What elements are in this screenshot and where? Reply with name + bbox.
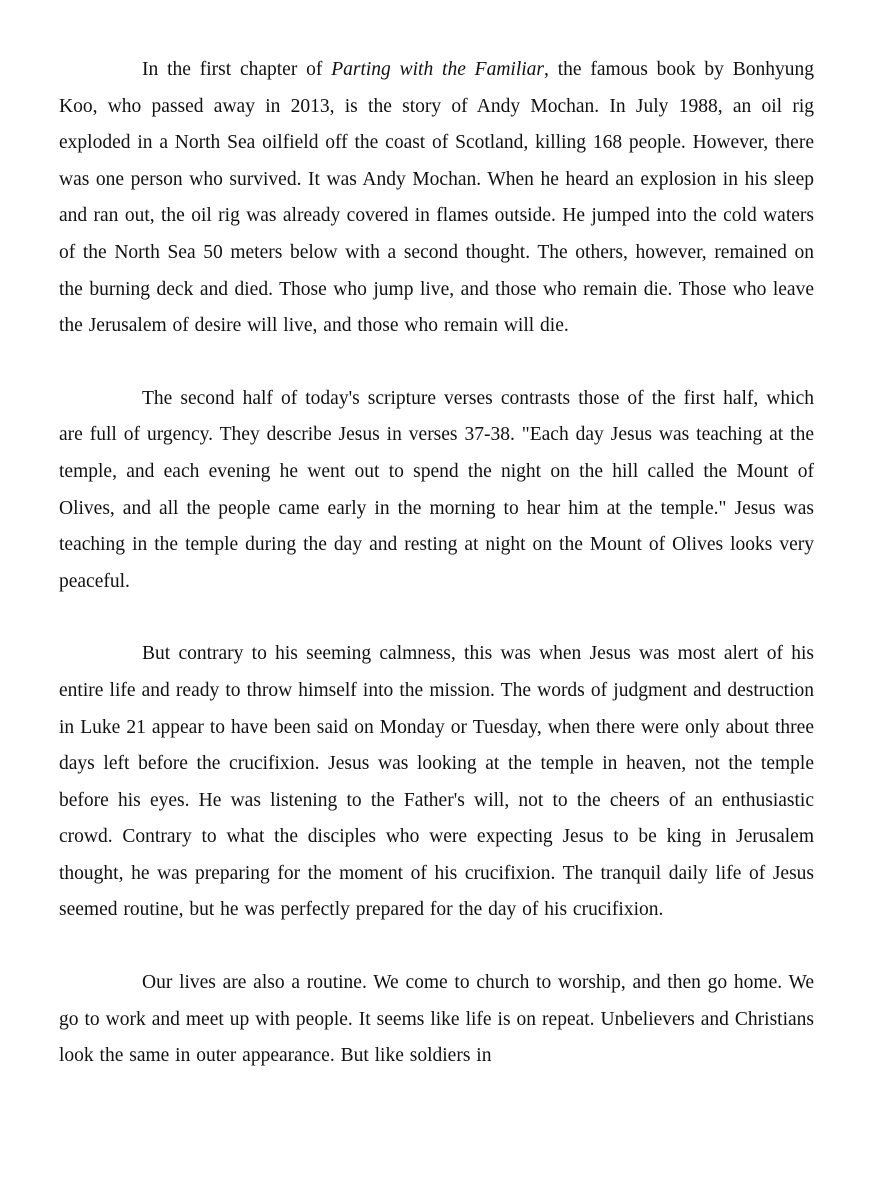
paragraph-contrary-calmness: But contrary to his seeming calmness, this was when Jesus was most alert of his entire life and ready to throw himself into the mission. The words of judgment and destruction in Luke 21 appear to have been said on Monday or Tuesday, when there were only about three days left before the crucifixion. Jesus was looking at the temple in heaven, not the temple before his eyes. He was listening to the Father's will, not to the cheers of an enthusiastic crowd. Contrary to what the disciples who were expecting Jesus to be king in Jerusalem thought, he was preparing for the moment of his crucifixion. The tranquil daily life of Jesus seemed routine, but he was perfectly prepared for the day of his crucifixion.: [59, 643, 814, 921]
paragraph-text-after-title: , the famous book by Bonhyung Koo, who passed away in 2013, is the story of Andy Mochan. In July 1988, an oil rig exploded in a North Sea oilfield off the coast of Scotland, killing 168 people. However, there was one person who survived. It was Andy Mochan. When he heard an explosion in his sleep and ran out, the oil rig was already covered in flames outside. He jumped into the cold waters of the North Sea 50 meters below with a second thought. The others, however, remained on the burning deck and died. Those who jump live, and those who remain die. Those who leave the Jerusalem of desire will live, and those who remain will die.: [59, 59, 815, 337]
paragraph-text-before-title: In the first chapter of: [142, 59, 332, 80]
paragraph-andy-mochan: [59, 52, 814, 345]
paragraph-our-lives: Our lives are also a routine. We come to church to worship, and then go home. We go to work and meet up with people. It seems like life is on repeat. Unbelievers and Christians look the same in outer appearance. But like soldiers in: [59, 972, 814, 1067]
paragraph-second-half: The second half of today's scripture verses contrasts those of the first half, which are full of urgency. They describe Jesus in verses 37-38. "Each day Jesus was teaching at the temple, and each evening he went out to spend the night on the hill called the Mount of Olives, and all the people came early in the morning to hear him at the temple." Jesus was teaching in the temple during the day and resting at night on the Mount of Olives looks very peaceful.: [59, 387, 814, 592]
document-page: [59, 52, 814, 1111]
book-title: Parting with the Familiar: [331, 59, 545, 80]
